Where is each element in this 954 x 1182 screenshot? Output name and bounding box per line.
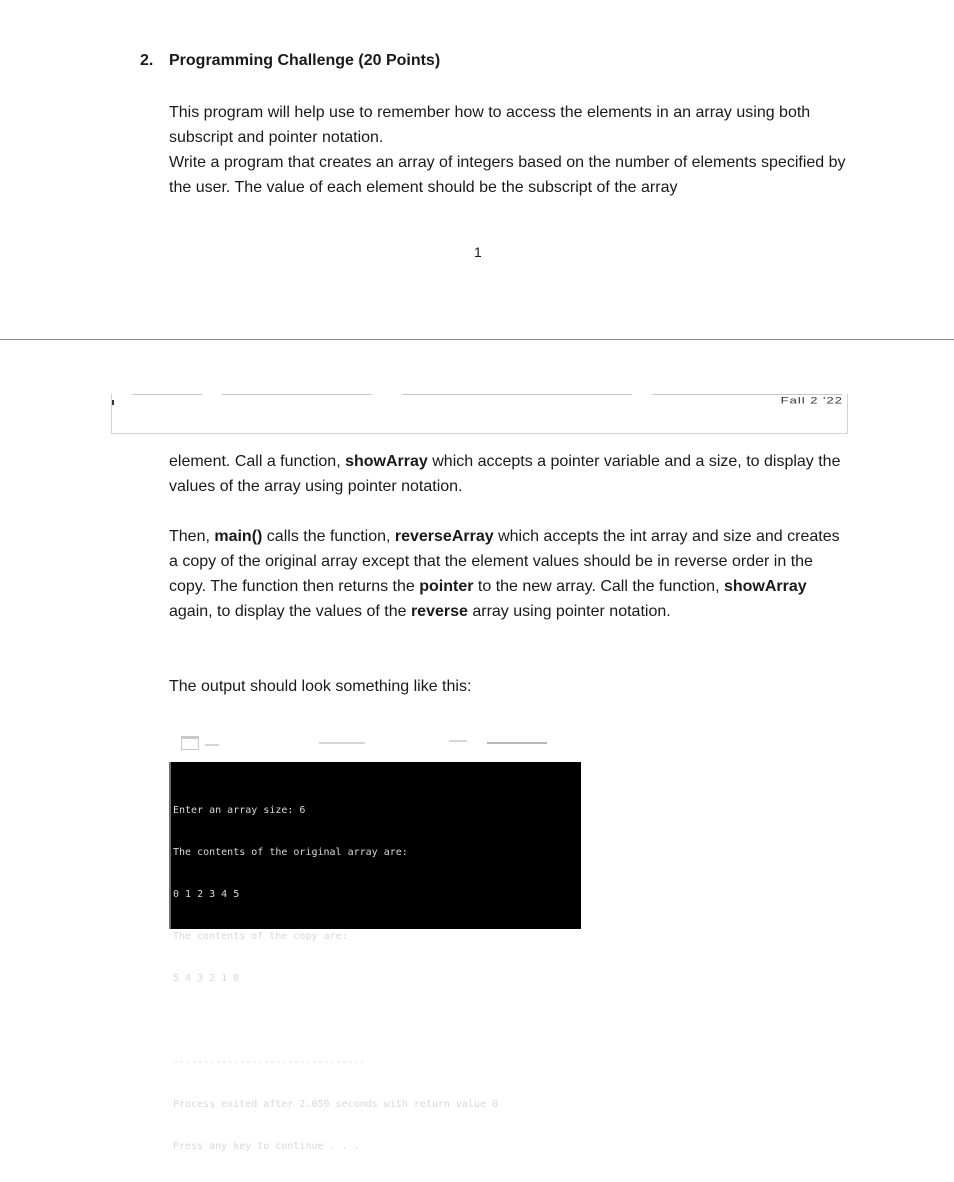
titlebar-blur (205, 744, 219, 746)
intro-line-1: This program will help use to remember how to access the elements in an array using both subscript and pointer notation. (169, 104, 811, 146)
console-line: The contents of the copy are: (173, 931, 348, 942)
function-name-showarray: showArray (723, 578, 807, 595)
console-line: Enter an array size: 6 (173, 805, 306, 816)
console-line: Process exited after 2.059 seconds with return value 0 (173, 1099, 499, 1110)
console-output-screenshot (169, 722, 581, 1152)
section-number: 2. (140, 52, 154, 69)
console-blank-line (173, 1014, 581, 1028)
intro-line-2: Write a program that creates an array of integers based on the number of elements specified by the user. The value of each element should be the subscript of the array (169, 154, 846, 196)
then-paragraph: Then, main() calls the function, reverseArray which accepts the int array and size and creates a copy of the original array except that the element values should be in reverse order in the copy. The function then returns the pointer to the new array. Call the function, showArray again, to display the values of the reverse array using pointer notation. (169, 528, 840, 620)
next-page-header (111, 394, 848, 434)
function-name-reversearray: reverseArray (394, 528, 494, 545)
keyword-pointer: pointer (419, 578, 474, 595)
function-name-main: main() (214, 528, 263, 545)
section-title: Programming Challenge (20 Points) (169, 52, 441, 69)
header-rule-segment (222, 394, 372, 395)
output-intro (169, 674, 849, 699)
intro-paragraph (169, 100, 849, 200)
function-name-showarray: showArray (345, 453, 428, 470)
header-rule-segment (402, 394, 632, 395)
console-window-icon (181, 736, 199, 750)
section-heading (140, 52, 440, 70)
keyword-reverse: reverse (410, 603, 468, 620)
console-line: 0 1 2 3 4 5 (173, 889, 240, 900)
header-rule-segment (132, 394, 202, 395)
titlebar-blur (449, 740, 467, 742)
page-number: 1 (474, 244, 482, 260)
titlebar-blur (487, 742, 547, 744)
header-term-label: Fall 2 '22 (780, 395, 843, 406)
output-intro-text: The output should look something like this: (169, 678, 472, 695)
header-tick-mark (112, 400, 114, 405)
continuation-paragraph: element. Call a function, showArray which accepts a pointer variable and a size, to display the values of the array using pointer notation. (169, 453, 841, 495)
console-line: Press any key to continue . . . (173, 1141, 360, 1152)
titlebar-blur (319, 742, 365, 744)
console-line: The contents of the original array are: (173, 847, 408, 858)
console-titlebar (169, 722, 581, 762)
console-separator: -------------------------------- (173, 1057, 366, 1068)
console-line: 5 4 3 2 1 0 (173, 973, 240, 984)
console-screen (169, 762, 581, 1152)
page-break-divider (0, 339, 954, 340)
